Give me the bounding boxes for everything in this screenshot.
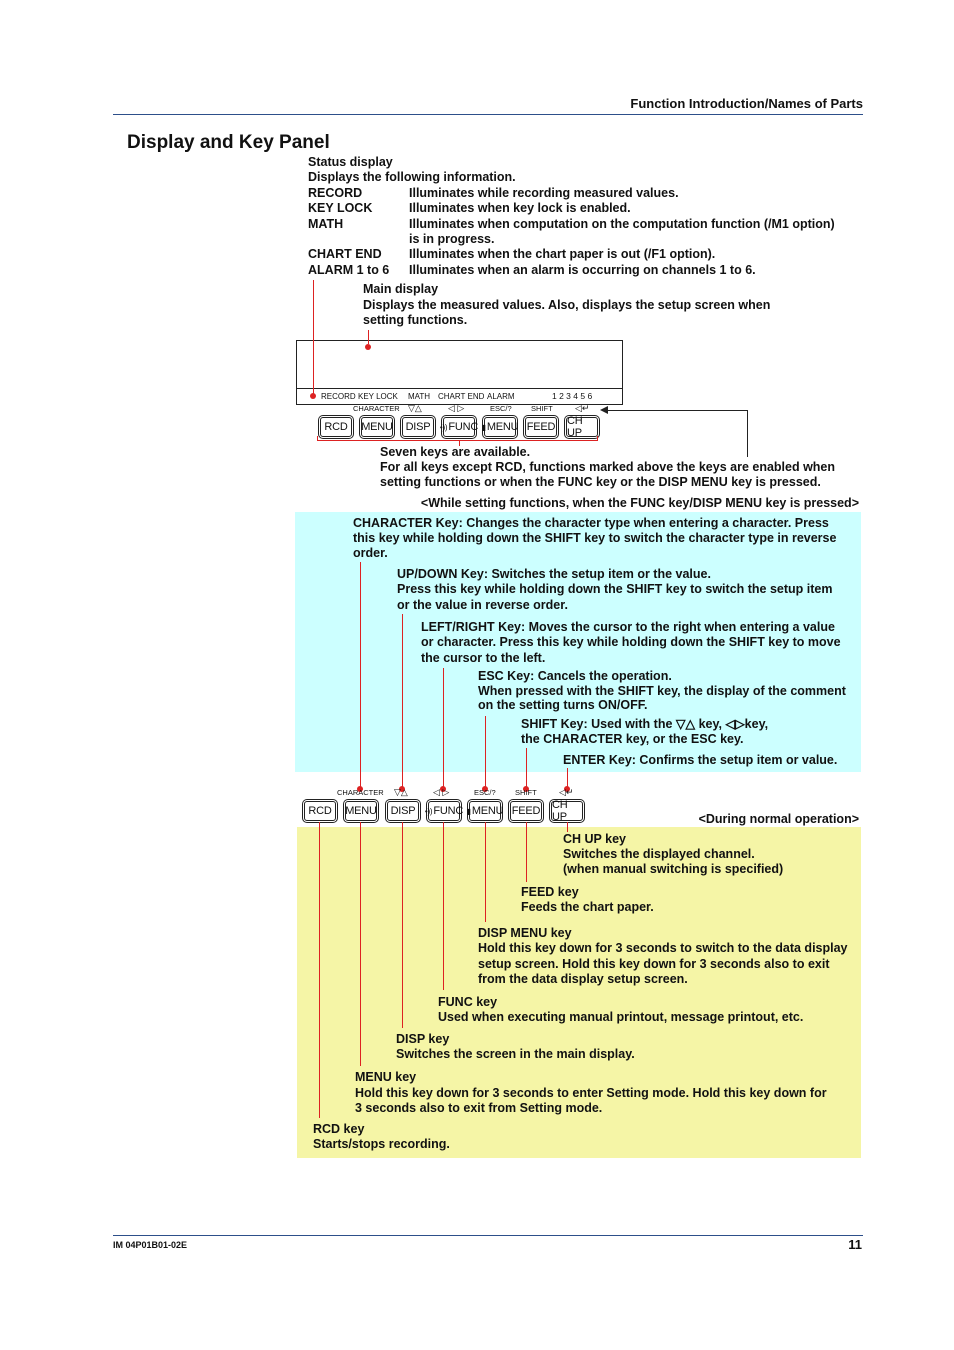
func-key-line2: Used when executing manual printout, message printout, etc. (438, 1010, 804, 1024)
rcd-label: RCD (324, 421, 348, 433)
status-desc-keylock: Illuminates when key lock is enabled. (409, 201, 631, 215)
feed-label: FEED (511, 805, 541, 817)
chup-label: CH UP (567, 415, 583, 439)
dispmenu-key-line4: from the data display setup screen. (478, 972, 688, 986)
character-key-line3: order. (353, 546, 388, 560)
header-rule (113, 114, 863, 115)
disp-label: DISP (405, 421, 431, 433)
sub-character-bottom: CHARACTER (337, 788, 384, 797)
lcd-label-math: MATH (408, 392, 431, 401)
shift-key-line2: the CHARACTER key, or the ESC key. (521, 732, 744, 746)
leftright-key-line3: the cursor to the left. (421, 651, 546, 665)
feed-leader (526, 822, 527, 882)
sublabel-arrow-head (600, 406, 608, 414)
esc-key-line3: on the setting turns ON/OFF. (478, 698, 648, 712)
esc-leader (485, 716, 486, 790)
character-key-line1: CHARACTER Key: Changes the character type when entering a character. Press (353, 516, 829, 530)
status-name-math: MATH (308, 217, 344, 231)
lcd-label-alarm: ALARM (487, 392, 515, 401)
rcd-button-top[interactable] (320, 417, 352, 437)
normal-heading: <During normal operation> (698, 812, 859, 826)
status-desc-alarm: Illuminates when an alarm is occurring on channels 1 to 6. (409, 263, 756, 277)
feed-button[interactable] (510, 801, 542, 821)
status-desc-record: Illuminates while recording measured values. (409, 186, 679, 200)
keys-bracket (317, 440, 598, 441)
section-header: Function Introduction/Names of Parts (630, 96, 863, 111)
page-title: Display and Key Panel (127, 132, 330, 153)
feed-button-top[interactable] (525, 417, 557, 437)
func-key-line1: FUNC key (438, 995, 498, 1009)
func-label: FUNC (433, 805, 464, 817)
lcd-label-record: RECORD (321, 392, 356, 401)
menu-leader (360, 822, 361, 1066)
sub-esc-top: ESC/? (490, 404, 512, 413)
disp-key-line1: DISP key (396, 1032, 450, 1046)
status-desc-chartend: Illuminates when the chart paper is out (/F1 option). (409, 247, 716, 261)
character-leader (360, 562, 361, 790)
updown-key-line1: UP/DOWN Key: Switches the setup item or the value. (397, 567, 711, 581)
rcd-key-line2: Starts/stops recording. (313, 1137, 450, 1151)
lcd-divider (296, 388, 623, 389)
sub-leftright-bottom: ◁ ▷ (433, 787, 450, 797)
shift-leader (526, 748, 527, 790)
seven-keys-line2: For all keys except RCD, functions marked above the keys are enabled when (380, 460, 836, 474)
chup-button[interactable] (551, 801, 583, 821)
chup-key-line2: Switches the displayed channel. (563, 847, 755, 861)
disp-menu-icon: ▮ (466, 806, 471, 816)
status-intro: Displays the following information. (308, 170, 516, 184)
main-display-leader-dot (365, 344, 371, 350)
func-label: FUNC (448, 421, 479, 433)
dispmenu-key-line1: DISP MENU key (478, 926, 572, 940)
rcd-button[interactable] (304, 801, 336, 821)
leftright-key-line2: or character. Press this key while holding down the SHIFT key to move (421, 635, 841, 649)
sub-leftright-top: ◁ ▷ (448, 403, 465, 413)
sublabel-arrow-v (747, 410, 748, 457)
rcd-key-line1: RCD key (313, 1122, 365, 1136)
lcd-label-keylock: KEY LOCK (358, 392, 398, 401)
chup-leader (567, 822, 568, 832)
disp-menu-label: MENU (486, 421, 519, 433)
feed-key-line2: Feeds the chart paper. (521, 900, 654, 914)
sub-updown-bottom: ▽△ (394, 787, 408, 797)
sub-updown-top: ▽△ (408, 403, 422, 413)
feed-key-line1: FEED key (521, 885, 579, 899)
sub-shift-bottom: SHIFT (515, 788, 537, 797)
main-display-line2: setting functions. (363, 313, 468, 327)
disp-key-line2: Switches the screen in the main display. (396, 1047, 635, 1061)
menu-key-line3: 3 seconds also to exit from Setting mode. (355, 1101, 603, 1115)
disp-menu-icon: ▮ (481, 422, 486, 432)
feed-label: FEED (526, 421, 556, 433)
updown-leader (402, 614, 403, 790)
doc-id: IM 04P01B01-02E (113, 1240, 188, 1250)
page-number: 11 (848, 1237, 862, 1252)
seven-keys-line1: Seven keys are available. (380, 445, 531, 459)
func-leader (443, 822, 444, 990)
menu-label: MENU (361, 421, 393, 433)
dispmenu-leader (485, 822, 486, 922)
sub-enter-top: ◁↵ (575, 403, 590, 413)
menu-button-top[interactable] (361, 417, 393, 437)
bracket-left-tick (317, 436, 318, 440)
disp-menu-label: MENU (471, 805, 504, 817)
disp-leader (402, 822, 403, 1028)
status-name-chartend: CHART END (308, 247, 382, 261)
leftright-key-line1: LEFT/RIGHT Key: Moves the cursor to the right when entering a value (421, 620, 835, 634)
footer-rule (113, 1235, 863, 1236)
dispmenu-key-line2: Hold this key down for 3 seconds to switch to the data display (478, 941, 848, 955)
menu-button[interactable] (345, 801, 377, 821)
status-name-alarm: ALARM 1 to 6 (308, 263, 390, 277)
status-desc-math: Illuminates when computation on the computation function (/M1 option) (409, 217, 835, 231)
status-leader-dot (310, 393, 316, 399)
disp-button-top[interactable] (402, 417, 434, 437)
func-button[interactable] (424, 801, 464, 821)
menu-label: MENU (345, 805, 377, 817)
leftright-leader (443, 668, 444, 790)
status-heading: Status display (308, 155, 393, 169)
sub-esc-bottom: ESC/? (474, 788, 496, 797)
updown-key-line3: or the value in reverse order. (397, 598, 568, 612)
updown-key-line2: Press this key while holding down the SHIFT key to switch the setup item (397, 582, 833, 596)
main-display-leader (368, 330, 369, 344)
lcd-label-chartend: CHART END (438, 392, 485, 401)
sub-shift-top: SHIFT (531, 404, 553, 413)
status-name-record: RECORD (308, 186, 363, 200)
setting-heading: <While setting functions, when the FUNC key/DISP MENU key is pressed> (420, 496, 859, 510)
chup-button-top[interactable] (566, 417, 598, 437)
shift-key-line1: SHIFT Key: Used with the ▽△ key, ◁▷key, (521, 717, 769, 731)
disp-label: DISP (390, 805, 416, 817)
esc-key-line2: When pressed with the SHIFT key, the display of the comment (478, 684, 846, 698)
menu-key-line2: Hold this key down for 3 seconds to enter Setting mode. Hold this key down for (355, 1086, 827, 1100)
status-leader (313, 280, 314, 396)
sublabel-arrow-h (604, 410, 748, 411)
sub-enter-bottom: ◁↵ (559, 787, 574, 797)
main-display-heading: Main display (363, 282, 439, 296)
sub-character-top: CHARACTER (353, 404, 400, 413)
chup-key-line3: (when manual switching is specified) (563, 862, 784, 876)
rcd-label: RCD (308, 805, 332, 817)
disp-menu-button[interactable] (466, 801, 504, 821)
func-button-top[interactable] (439, 417, 479, 437)
enter-key-line1: ENTER Key: Confirms the setup item or value. (563, 753, 838, 767)
lcd-channel-numbers: 1 2 3 4 5 6 (552, 391, 593, 401)
esc-key-line1: ESC Key: Cancels the operation. (478, 669, 672, 683)
status-name-keylock: KEY LOCK (308, 201, 373, 215)
chup-key-line1: CH UP key (563, 832, 626, 846)
rcd-leader (319, 822, 320, 1118)
disp-menu-button-top[interactable] (481, 417, 519, 437)
disp-button[interactable] (387, 801, 419, 821)
bracket-right-tick (597, 436, 598, 440)
main-display-line1: Displays the measured values. Also, displays the setup screen when (363, 298, 771, 312)
speaker-icon: •)) (439, 422, 448, 432)
dispmenu-key-line3: setup screen. Hold this key down for 3 seconds also to exit (478, 957, 830, 971)
character-key-line2: this key while holding down the SHIFT key to switch the character type in reverse (353, 531, 837, 545)
speaker-icon: •)) (424, 806, 433, 816)
seven-keys-line3: setting functions or when the FUNC key or the DISP MENU key is pressed. (380, 475, 821, 489)
status-desc-math-2: is in progress. (409, 232, 495, 246)
menu-key-line1: MENU key (355, 1070, 417, 1084)
chup-label: CH UP (552, 799, 568, 823)
